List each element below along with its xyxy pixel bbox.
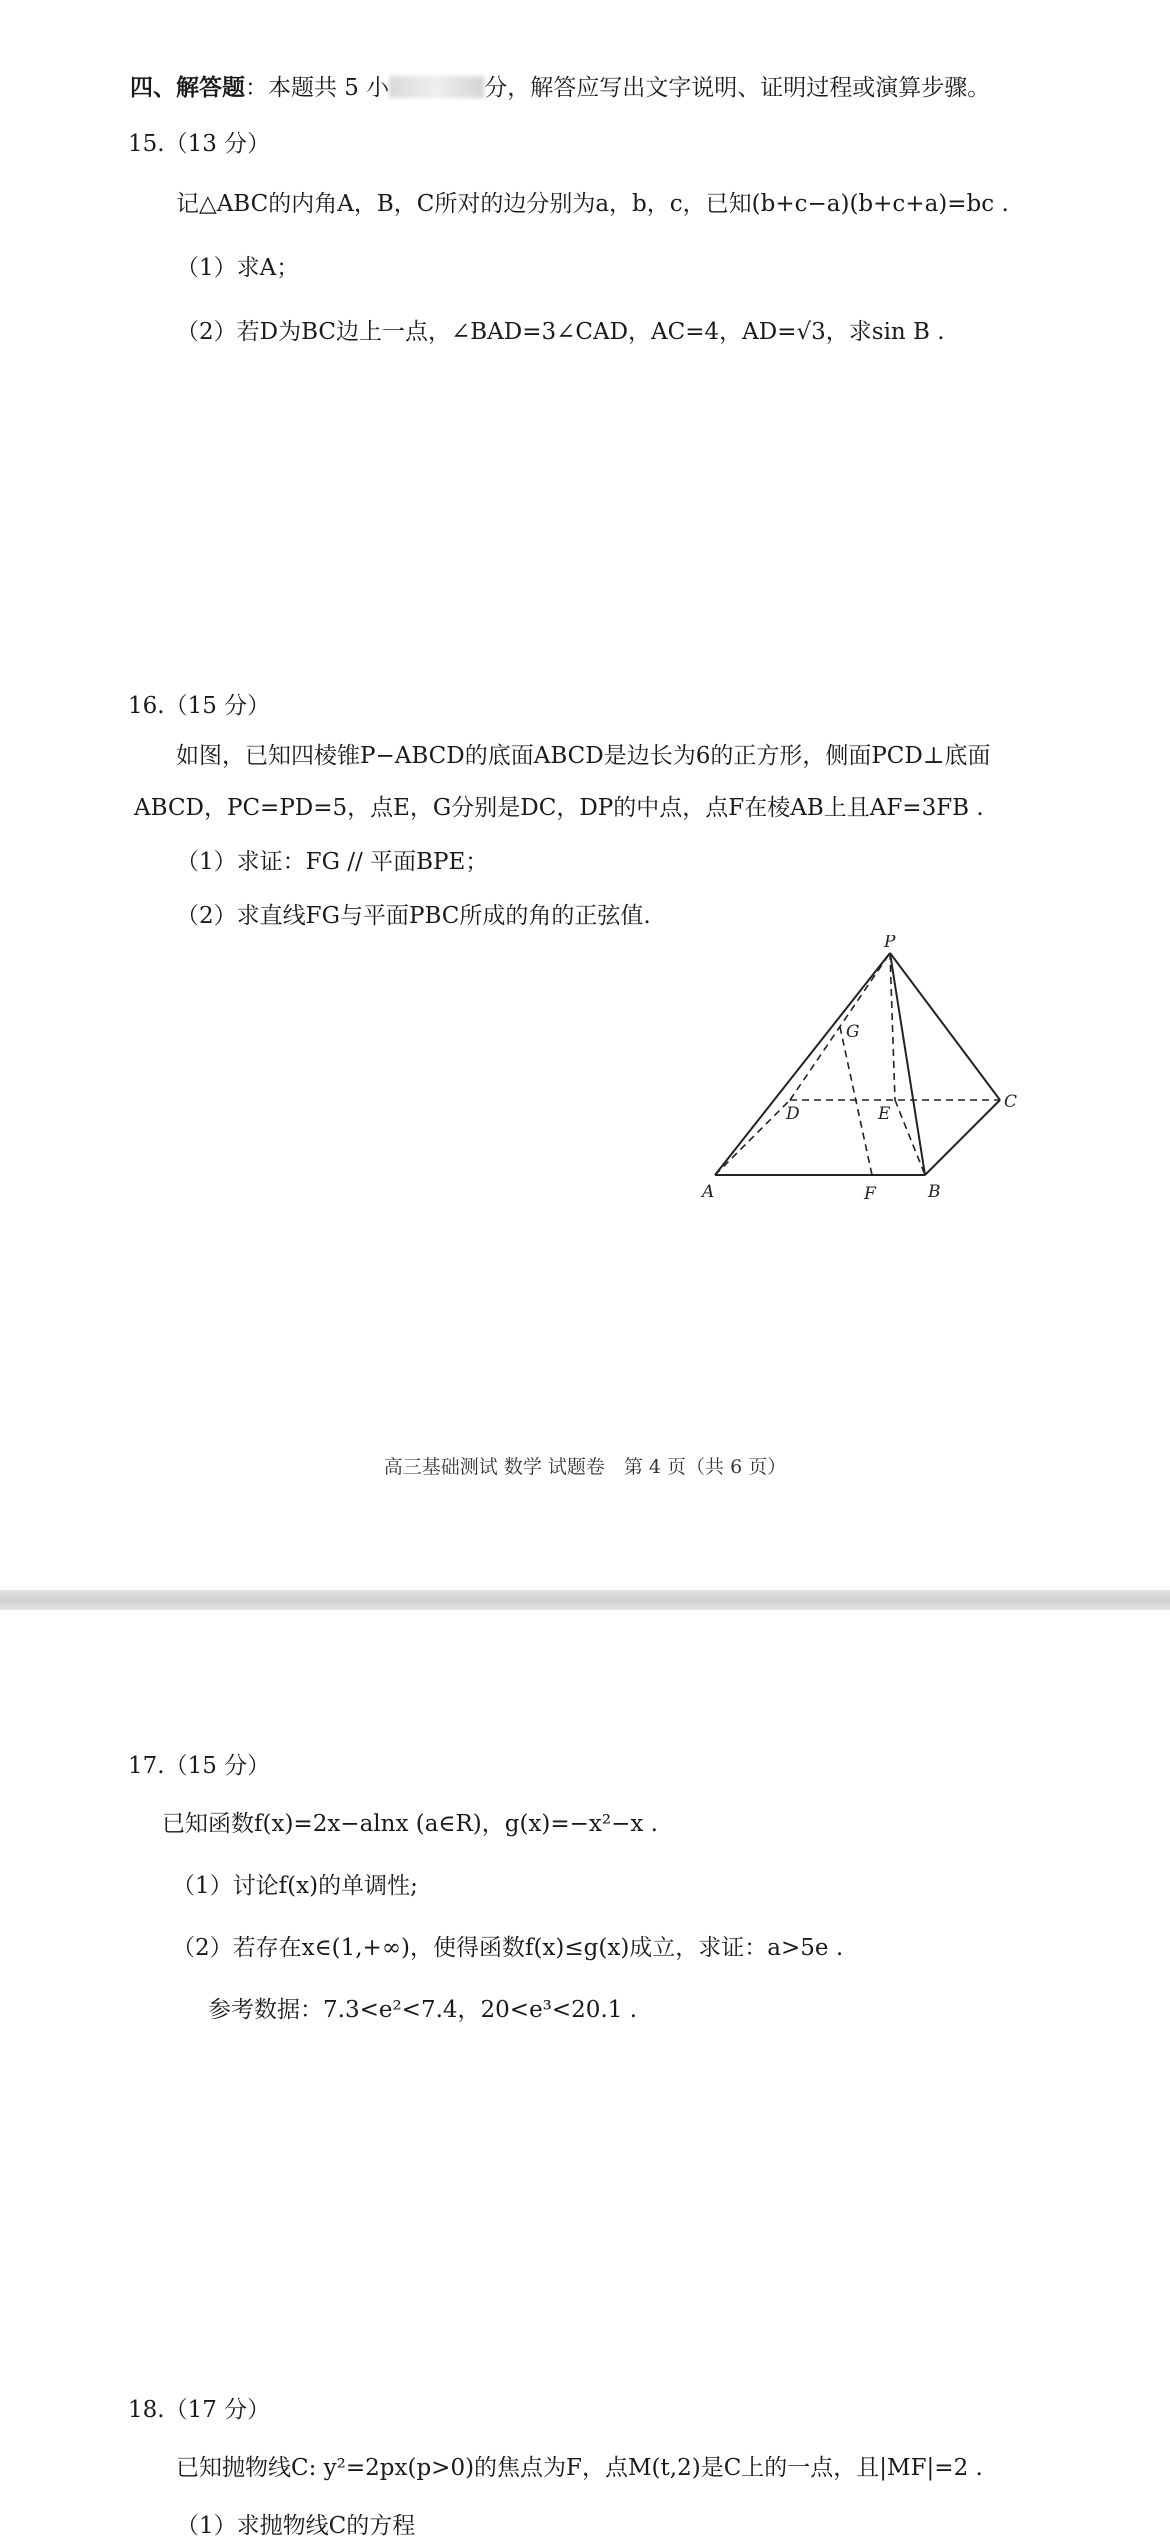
q18-stem: 已知抛物线C: y²=2px(p>0)的焦点为F，点M(t,2)是C上的一点，且|MF|=2 . bbox=[176, 2455, 983, 2481]
q15-header: 15.（13 分） bbox=[128, 131, 271, 157]
pyramid-figure bbox=[700, 935, 1020, 1209]
q15-part1: （1）求A； bbox=[176, 255, 300, 281]
edge-PC bbox=[890, 953, 1000, 1100]
q17-part1: （1）讨论f(x)的单调性; bbox=[172, 1873, 418, 1899]
q16-part2: （2）求直线FG与平面PBC所成的角的正弦值. bbox=[176, 903, 651, 929]
q17-stem: 已知函数f(x)=2x−alnx (a∈R)，g(x)=−x²−x . bbox=[162, 1811, 658, 1837]
label-A: A bbox=[702, 1182, 715, 1202]
q15-part2: （2）若D为BC边上一点，∠BAD=3∠CAD，AC=4，AD=√3，求sin B . bbox=[176, 319, 945, 345]
section-heading-visible-before: ：本题共 5 小 bbox=[245, 75, 390, 101]
page-footer: 高三基础测试 数学 试题卷 第 4 页（共 6 页） bbox=[383, 1456, 787, 1478]
edge-AD bbox=[715, 1100, 790, 1175]
q18-part1-partial: （1）求抛物线C的方程 bbox=[176, 2513, 416, 2539]
q17-header: 17.（15 分） bbox=[128, 1753, 271, 1779]
label-F: F bbox=[864, 1184, 876, 1204]
q16-header: 16.（15 分） bbox=[128, 693, 271, 719]
section-heading-bold: 四、解答题 bbox=[130, 74, 245, 101]
section-heading-visible-after: 分，解答应写出文字说明、证明过程或演算步骤。 bbox=[484, 75, 991, 101]
edge-BC bbox=[925, 1100, 1000, 1175]
label-D: D bbox=[786, 1104, 800, 1124]
q18-header: 18.（17 分） bbox=[128, 2397, 271, 2423]
blurred-redaction bbox=[389, 76, 484, 98]
label-C: C bbox=[1004, 1092, 1018, 1112]
q16-part1: （1）求证：FG // 平面BPE； bbox=[176, 849, 489, 875]
label-P: P bbox=[884, 935, 896, 952]
q17-part2: （2）若存在x∈(1,+∞)，使得函数f(x)≤g(x)成立，求证：a>5e . bbox=[172, 1935, 844, 1961]
edge-PA bbox=[715, 953, 890, 1175]
section-heading bbox=[130, 72, 990, 104]
pyramid-diagram bbox=[700, 935, 1020, 1205]
label-G: G bbox=[846, 1022, 860, 1042]
label-B: B bbox=[928, 1182, 941, 1202]
q16-stem-line2: ABCD，PC=PD=5，点E，G分别是DC，DP的中点，点F在棱AB上且AF=3FB . bbox=[134, 795, 984, 821]
segment-EB bbox=[895, 1100, 925, 1175]
label-E: E bbox=[878, 1104, 891, 1124]
edge-PB bbox=[890, 953, 925, 1175]
q17-reference-data: 参考数据：7.3<e²<7.4，20<e³<20.1 . bbox=[208, 1997, 638, 2023]
segment-GF bbox=[840, 1027, 872, 1175]
page-separator bbox=[0, 1590, 1170, 1610]
q16-stem-line1: 如图，已知四棱锥P−ABCD的底面ABCD是边长为6的正方形，侧面PCD⊥底面 bbox=[176, 743, 991, 769]
edge-PD bbox=[790, 953, 890, 1100]
exam-page-5 bbox=[0, 1610, 1170, 2539]
q15-stem: 记△ABC的内角A，B，C所对的边分别为a，b，c，已知(b+c−a)(b+c+a)=bc . bbox=[176, 191, 1009, 217]
